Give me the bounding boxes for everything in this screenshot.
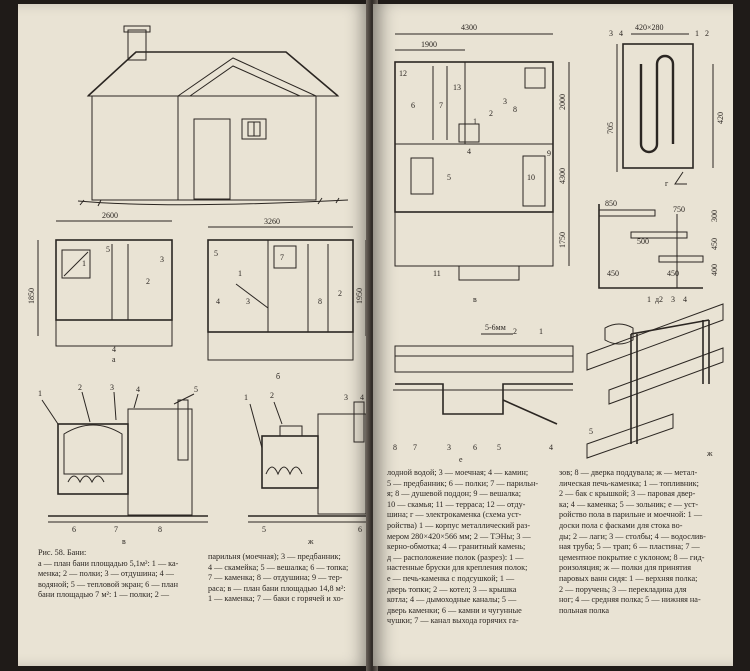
right-caption-line: дверь каменки; 6 — камни и чугунные [387, 605, 522, 615]
right-caption-line: шина; г — электрокаменка (схема уст- [387, 510, 522, 520]
right-caption-line: ка; 4 — каменка; 5 — зольник; е — уст- [559, 499, 699, 509]
dim-stove-top: 420×280 [635, 23, 664, 32]
benches-zh-letter: ж [707, 449, 713, 458]
left-page [18, 4, 370, 666]
right-caption-line: я; 8 — душевой поддон; 9 — вешалка; [387, 489, 522, 499]
floor-num-7: 7 [413, 443, 417, 452]
right-caption-line: д — расположение полок (разрез): 1 — [387, 552, 524, 562]
right-caption-line: дверь топки; 2 — котел; 3 — крышка [387, 584, 517, 594]
right-caption-line: мером 280×420×566 мм; 2 — ТЭНы; 3 — [387, 531, 531, 541]
right-caption-line: чушки; 7 — канал выхода горячих га- [387, 616, 519, 626]
plan-b-num-8: 8 [318, 297, 322, 306]
plan-v-num-13: 13 [453, 83, 461, 92]
right-caption-line: роизоляция; ж — полки для принятия [559, 563, 692, 573]
dim-plan-height-a: 2000 [558, 94, 567, 110]
dim-plan-terrace: 1750 [558, 232, 567, 248]
plan-v-num-1: 1 [473, 117, 477, 126]
plan-v-num-5: 5 [447, 173, 451, 182]
dim-plan-b-width: 3260 [264, 217, 280, 226]
dim-bench-8: 450 [607, 269, 619, 278]
stove-v [38, 383, 208, 546]
dim-bench-7: 400 [710, 264, 719, 276]
plan-v-num-4: 4 [467, 147, 471, 156]
stove-v-num-5: 5 [194, 385, 198, 394]
right-caption-line: ног; 4 — средняя полка; 5 — нижняя на- [559, 595, 701, 605]
left-caption-line: а — план бани площадью 5,1м²: 1 — ка- [38, 558, 179, 568]
bench-zh-num-5: 5 [589, 427, 593, 436]
stove-v-letter: в [122, 537, 126, 546]
right-caption-line: 2 — поручень; 3 — перекладина для [559, 584, 687, 594]
floor-num-8: 8 [393, 443, 397, 452]
stove-zh-num-5: 5 [262, 525, 266, 534]
dim-stove-height: 705 [606, 122, 615, 134]
bathhouse-drawing [78, 26, 348, 206]
plan-b-num-3: 3 [246, 297, 250, 306]
dim-bench-4: 450 [667, 269, 679, 278]
bench-zh-num-3: 3 [671, 295, 675, 304]
right-caption-col1 [387, 468, 538, 627]
plan-v-num-10: 10 [527, 173, 535, 182]
plan-v-num-2: 2 [489, 109, 493, 118]
right-caption-line: 2 — бак с крышкой; 3 — паровая двер- [559, 489, 696, 499]
stove-v-num-4: 4 [136, 385, 140, 394]
plan-b-num-2: 2 [338, 289, 342, 298]
floor-num-1: 1 [539, 327, 543, 336]
right-caption-line: ды; 2 — лаги; 3 — столбы; 4 — водослив- [559, 531, 706, 541]
right-caption-line: котла; 4 — дымоходные каналы; 5 — [387, 595, 517, 605]
heater-num-4: 4 [619, 29, 623, 38]
bench-zh-num-4: 4 [683, 295, 687, 304]
heater-num-2: 2 [705, 29, 709, 38]
left-caption-line: 7 — каменка; 8 — отдушина; 9 — тер- [208, 573, 343, 583]
dim-plan-inner-width: 1900 [421, 40, 437, 49]
stove-zh-num-4: 4 [360, 393, 364, 402]
stove-v-num-8: 8 [158, 525, 162, 534]
dim-plan-b-height: 1950 [355, 288, 364, 304]
stove-v-num-1: 1 [38, 389, 42, 398]
right-caption-line: ная труба; 5 — трап; 6 — пластина; 7 — [559, 542, 700, 552]
left-caption-line: 1 — каменка; 7 — баки с горячей и хо- [208, 594, 344, 604]
left-caption-col2 [208, 552, 348, 605]
right-caption-line: ройство пола в парильне и моечной: 1 — [559, 510, 703, 520]
stove-zh-num-1: 1 [244, 393, 248, 402]
floor-num-5: 5 [497, 443, 501, 452]
right-caption-line: настенные бруски для крепления полок; [387, 563, 528, 573]
plan-b-num-4: 4 [216, 297, 220, 306]
floor-e [393, 323, 573, 464]
plan-v-num-11: 11 [433, 269, 441, 278]
dim-bench-3: 500 [637, 237, 649, 246]
right-caption-line: лодной водой; 3 — моечная; 4 — камин; [387, 468, 529, 477]
plan-v-num-3: 3 [503, 97, 507, 106]
right-caption-col2 [559, 468, 706, 616]
stove-zh [244, 391, 370, 546]
heater-letter: г [665, 179, 669, 188]
right-caption-line: 5 — предбанник; 6 — полки; 7 — парильн- [387, 478, 539, 488]
dim-bench-6: 450 [710, 238, 719, 250]
dim-plan-height-b: 4300 [558, 168, 567, 184]
floor-num-4: 4 [549, 443, 553, 452]
plan-a-letter: а [112, 355, 116, 364]
right-caption-line: е — печь-каменка с подсушкой; 1 — [387, 573, 515, 583]
right-caption-line: ройства) 1 — корпус металлический раз- [387, 520, 531, 530]
stove-v-num-7: 7 [114, 525, 118, 534]
plan-v-num-12: 12 [399, 69, 407, 78]
floor-num-6: 6 [473, 443, 477, 452]
stove-v-num-3: 3 [110, 383, 114, 392]
benches-zh [587, 295, 723, 458]
dim-stove-h2: 420 [716, 112, 725, 124]
heater-num-1: 1 [695, 29, 699, 38]
right-caption-line: лическая печь-каменка; 1 — топливник; [559, 478, 699, 488]
left-caption-line: раса; в — план бани площадью 14,8 м²: [208, 583, 346, 593]
right-caption-line: паровых ванн сидя: 1 — верхняя полка; [559, 573, 698, 583]
plan-v-num-6: 6 [411, 101, 415, 110]
dim-bench-2: 750 [673, 205, 685, 214]
heater-num-3: 3 [609, 29, 613, 38]
right-caption-line: керно-обмотка; 4 — гранитный камень; [387, 542, 526, 552]
benches-d [599, 199, 719, 304]
dim-bench-5: 300 [710, 210, 719, 222]
dim-plan-a-width: 2600 [102, 211, 118, 220]
plan-b-letter: б [276, 372, 281, 381]
plan-v-num-9: 9 [547, 149, 551, 158]
right-caption-line: зов; 8 — дверка поддувала; ж — метал- [559, 468, 698, 477]
left-caption-line: водяной; 5 — тепловой экран; 6 — план [38, 579, 179, 589]
right-caption-line: доски пола с фасками для стока во- [559, 520, 683, 530]
plan-a-num-2: 2 [146, 277, 150, 286]
left-caption [38, 548, 178, 601]
stove-zh-num-6: 6 [358, 525, 362, 534]
plan-a-num-1: 1 [82, 259, 86, 268]
plan-a-num-5: 5 [106, 245, 110, 254]
left-caption-line: менка; 2 — полки; 3 — отдушина; 4 — [38, 569, 174, 579]
plan-a-num-3: 3 [160, 255, 164, 264]
dim-floor: 5-6мм [485, 323, 506, 332]
right-caption-line: цементное покрытие с уклоном; 8 — гид- [559, 552, 705, 562]
plan-v-num-8: 8 [513, 105, 517, 114]
stove-v-num-6: 6 [72, 525, 76, 534]
left-caption-line: бани площадью 7 м²: 1 — полки; 2 — [38, 590, 170, 600]
floor-e-letter: е [459, 455, 463, 464]
right-caption-line: 10 — скамья; 11 — терраса; 12 — отду- [387, 499, 526, 509]
plan-a [27, 211, 172, 364]
heater-g [606, 23, 725, 188]
plan-b [208, 217, 366, 381]
plan-v [395, 23, 569, 304]
stove-zh-num-3: 3 [344, 393, 348, 402]
plan-v-num-7: 7 [439, 101, 443, 110]
plan-a-num-4: 4 [112, 345, 116, 354]
stove-zh-letter: ж [308, 537, 314, 546]
floor-num-3: 3 [447, 443, 451, 452]
left-caption-line: 4 — скамейка; 5 — вешалка; 6 — топка; [208, 562, 349, 572]
dim-plan-total-width: 4300 [461, 23, 477, 32]
right-page [373, 4, 733, 666]
left-caption-line: парильня (моечная); 3 — предбанник; [208, 552, 341, 561]
right-caption-line: польная полка [559, 605, 609, 615]
plan-b-num-5: 5 [214, 249, 218, 258]
plan-v-letter: в [473, 295, 477, 304]
plan-b-num-7: 7 [280, 253, 284, 262]
stove-v-num-2: 2 [78, 383, 82, 392]
bench-zh-num-1: 1 [647, 295, 651, 304]
left-caption-line: Рис. 58. Бани: [38, 548, 87, 557]
floor-num-2: 2 [513, 327, 517, 336]
stove-zh-num-2: 2 [270, 391, 274, 400]
dim-plan-a-height: 1850 [27, 288, 36, 304]
benches-d-letter: д [655, 295, 660, 304]
dim-bench-1: 850 [605, 199, 617, 208]
bench-zh-num-2: 2 [659, 295, 663, 304]
plan-b-num-1: 1 [238, 269, 242, 278]
